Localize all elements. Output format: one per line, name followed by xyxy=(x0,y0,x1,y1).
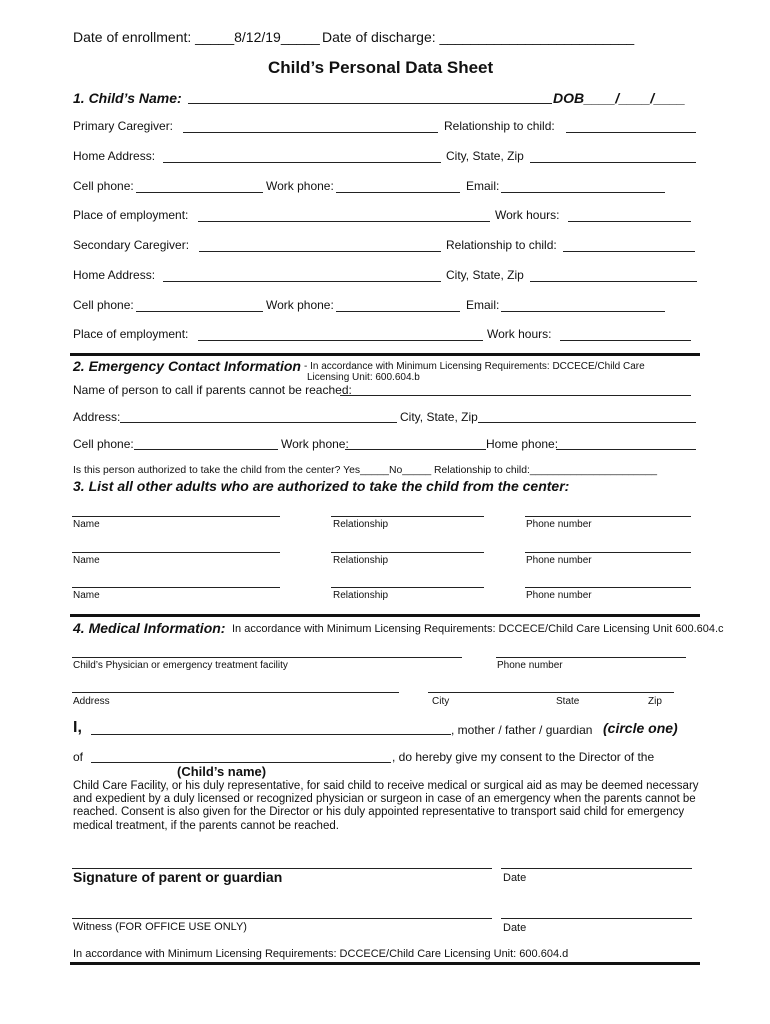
city-state-zip-field[interactable] xyxy=(530,162,696,163)
adult1-relationship-field[interactable] xyxy=(331,516,484,517)
emergency-city-label: City, State, Zip xyxy=(400,410,478,424)
emergency-name-field[interactable] xyxy=(340,395,691,396)
relationship-field[interactable] xyxy=(566,132,696,133)
physician-phone-label: Phone number xyxy=(497,660,563,671)
adult2-phone-field[interactable] xyxy=(525,552,691,553)
child-name-field[interactable] xyxy=(188,103,552,104)
relation-options[interactable]: , mother / father / guardian xyxy=(451,723,593,737)
emergency-address-label: Address: xyxy=(73,410,121,424)
home-address2-label: Home Address: xyxy=(73,268,156,282)
relationship-label: Relationship to child: xyxy=(444,119,555,133)
emergency-name-label: Name of person to call if parents cannot be reached: xyxy=(73,383,352,397)
parent-date-label: Date xyxy=(503,872,527,884)
emergency-home-label: Home phone: xyxy=(486,437,559,451)
section2-note: - In accordance with Minimum Licensing Requirements: DCCECE/Child Care xyxy=(304,361,645,372)
work-phone-label: Work phone: xyxy=(266,179,334,193)
adult2-name-label: Name xyxy=(73,555,100,566)
section2-note-line2: Licensing Unit: 600.604.b xyxy=(307,372,420,383)
adult1-relationship-label: Relationship xyxy=(333,519,389,530)
work-hours2-field[interactable] xyxy=(560,340,691,341)
adult2-relationship-label: Relationship xyxy=(333,555,389,566)
medical-zip-label: Zip xyxy=(648,696,662,707)
home-address-label: Home Address: xyxy=(73,149,156,163)
cell-phone2-field[interactable] xyxy=(136,311,263,312)
physician-field[interactable] xyxy=(72,657,462,658)
medical-city-label: City xyxy=(432,696,450,707)
footer-divider xyxy=(70,962,700,965)
city-state-zip2-field[interactable] xyxy=(530,281,697,282)
adult3-name-field[interactable] xyxy=(72,587,280,588)
adult3-name-label: Name xyxy=(73,590,100,601)
medical-address-field[interactable] xyxy=(72,692,399,693)
consent-of: of xyxy=(73,750,84,764)
adult3-phone-label: Phone number xyxy=(526,590,592,601)
section4-heading: 4. Medical Information: xyxy=(73,620,226,636)
work-hours-field[interactable] xyxy=(568,221,691,222)
emergency-work-field[interactable] xyxy=(345,449,486,450)
parent-name-field[interactable] xyxy=(91,734,451,735)
home-address-field[interactable] xyxy=(163,162,441,163)
circle-one-label: (circle one) xyxy=(603,720,678,736)
cell-phone-label: Cell phone: xyxy=(73,179,134,193)
section2-heading: 2. Emergency Contact Information xyxy=(73,358,301,374)
physician-phone-field[interactable] xyxy=(496,657,686,658)
email2-field[interactable] xyxy=(501,311,665,312)
relationship2-field[interactable] xyxy=(563,251,695,252)
employment2-field[interactable] xyxy=(198,340,483,341)
secondary-caregiver-field[interactable] xyxy=(199,251,441,252)
authorized-question[interactable]: Is this person authorized to take the child from the center? Yes_____No_____ Relationship to child:______________________ xyxy=(73,465,658,476)
consent-text: , do hereby give my consent to the Director of the xyxy=(392,750,655,764)
witness-signature-field[interactable] xyxy=(72,918,492,919)
parent-signature-label: Signature of parent or guardian xyxy=(73,869,283,885)
medical-state-label: State xyxy=(556,696,580,707)
adult3-phone-field[interactable] xyxy=(525,587,691,588)
emergency-cell-field[interactable] xyxy=(134,449,278,450)
work-phone-field[interactable] xyxy=(336,192,460,193)
email-field[interactable] xyxy=(501,192,665,193)
page-title: Child’s Personal Data Sheet xyxy=(268,58,494,77)
section4-note: In accordance with Minimum Licensing Requirements: DCCECE/Child Care Licensing Unit 600.604.c xyxy=(232,623,724,635)
witness-label: Witness (FOR OFFICE USE ONLY) xyxy=(73,921,247,933)
adult1-phone-field[interactable] xyxy=(525,516,691,517)
city-state-zip-label: City, State, Zip xyxy=(446,149,524,163)
emergency-work-label: Work phone: xyxy=(281,437,349,451)
enrollment-date[interactable]: Date of enrollment: _____8/12/19_____ xyxy=(73,29,320,45)
adult1-name-label: Name xyxy=(73,519,100,530)
section-divider xyxy=(70,353,700,356)
city-state-zip2-label: City, State, Zip xyxy=(446,268,524,282)
medical-city-state-zip-field[interactable] xyxy=(428,692,674,693)
employment2-label: Place of employment: xyxy=(73,327,189,341)
parent-date-field[interactable] xyxy=(501,868,692,869)
witness-date-field[interactable] xyxy=(501,918,692,919)
footer-note: In accordance with Minimum Licensing Requirements: DCCECE/Child Care Licensing Unit: 600.604.d xyxy=(73,948,569,960)
medical-address-label: Address xyxy=(73,696,110,707)
emergency-address-field[interactable] xyxy=(120,422,397,423)
adult3-relationship-label: Relationship xyxy=(333,590,389,601)
discharge-date[interactable]: Date of discharge: _________________________ xyxy=(322,29,635,45)
work-hours-label: Work hours: xyxy=(495,208,560,222)
email-label: Email: xyxy=(466,179,500,193)
work-hours2-label: Work hours: xyxy=(487,327,552,341)
physician-label: Child’s Physician or emergency treatment facility xyxy=(73,660,288,671)
child-name-consent-field[interactable] xyxy=(91,762,391,763)
work-phone2-label: Work phone: xyxy=(266,298,334,312)
email2-label: Email: xyxy=(466,298,500,312)
emergency-city-field[interactable] xyxy=(478,422,696,423)
consent-i: I, xyxy=(73,719,82,736)
consent-paragraph: Child Care Facility, or his duly representative, for said child to receive medical or surgical aid as may be deemed necessary and expedient by a duly licensed or recognized physician or surgeon in case of an emergency when the parents cannot be reached. Consent is also given for the Director or his duly appointed representative to transport said child for emergency medical treatment, if the parents cannot be reached. xyxy=(73,780,699,832)
emergency-home-field[interactable] xyxy=(556,449,696,450)
work-phone2-field[interactable] xyxy=(336,311,460,312)
adult1-name-field[interactable] xyxy=(72,516,280,517)
section3-heading: 3. List all other adults who are authorized to take the child from the center: xyxy=(73,478,570,494)
dob-field[interactable]: DOB____/____/____ xyxy=(553,90,686,106)
childs-name-label: (Child’s name) xyxy=(177,764,267,779)
adult3-relationship-field[interactable] xyxy=(331,587,484,588)
adult2-relationship-field[interactable] xyxy=(331,552,484,553)
adult2-phone-label: Phone number xyxy=(526,555,592,566)
primary-caregiver-label: Primary Caregiver: xyxy=(73,119,174,133)
home-address2-field[interactable] xyxy=(163,281,441,282)
adult1-phone-label: Phone number xyxy=(526,519,592,530)
cell-phone-field[interactable] xyxy=(136,192,263,193)
adult2-name-field[interactable] xyxy=(72,552,280,553)
employment-label: Place of employment: xyxy=(73,208,189,222)
secondary-caregiver-label: Secondary Caregiver: xyxy=(73,238,190,252)
section1-heading: 1. Child’s Name: xyxy=(73,90,182,106)
section-divider-2 xyxy=(70,614,700,617)
relationship2-label: Relationship to child: xyxy=(446,238,557,252)
employment-field[interactable] xyxy=(198,221,490,222)
cell-phone2-label: Cell phone: xyxy=(73,298,134,312)
emergency-cell-label: Cell phone: xyxy=(73,437,134,451)
witness-date-label: Date xyxy=(503,922,527,934)
primary-caregiver-field[interactable] xyxy=(183,132,438,133)
